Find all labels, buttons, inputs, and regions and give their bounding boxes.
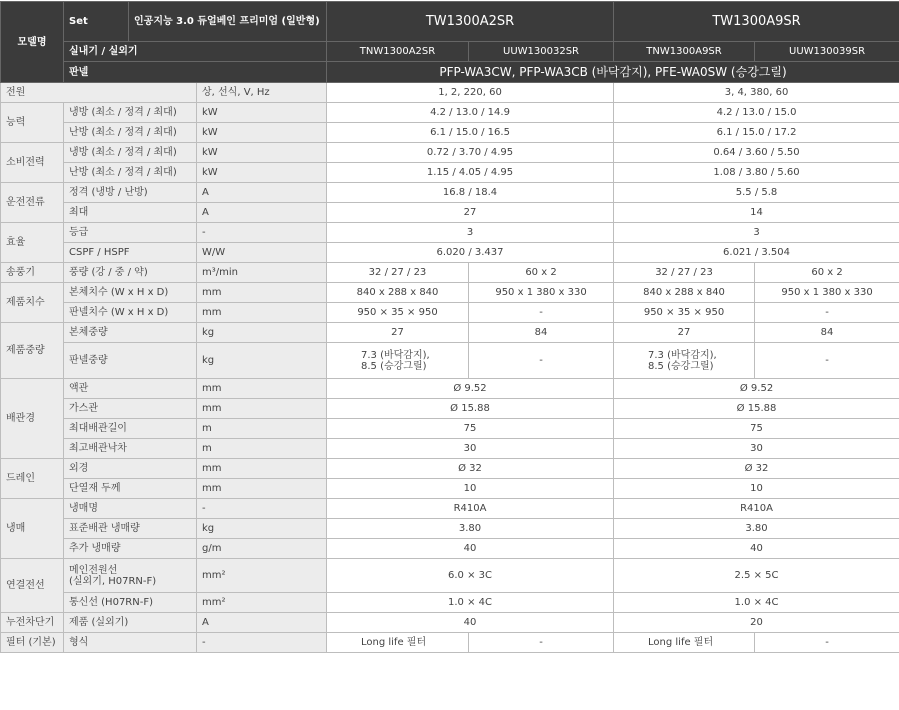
row-label: 전원 xyxy=(1,83,197,103)
value-b: 14 xyxy=(614,203,899,223)
row-label: 형식 xyxy=(64,633,197,653)
value-a: 6.1 / 15.0 / 16.5 xyxy=(327,123,614,143)
value-a: R410A xyxy=(327,499,614,519)
row-unit: mm² xyxy=(197,559,327,593)
row-label: 가스관 xyxy=(64,399,197,419)
value-a-outdoor: - xyxy=(469,633,614,653)
value-a: 1.0 × 4C xyxy=(327,593,614,613)
value-a: 27 xyxy=(327,203,614,223)
value-b-outdoor: 60 x 2 xyxy=(755,263,899,283)
value-a-outdoor: 84 xyxy=(469,323,614,343)
row-label: 난방 (최소 / 정격 / 최대) xyxy=(64,163,197,183)
row-unit: kg xyxy=(197,323,327,343)
row-label-line: (실외기, H07RN-F) xyxy=(69,575,157,587)
value-b: 1.0 × 4C xyxy=(614,593,899,613)
row-label: CSPF / HSPF xyxy=(64,243,197,263)
value-b: 5.5 / 5.8 xyxy=(614,183,899,203)
group-label: 효율 xyxy=(1,223,64,263)
value-b-indoor: 840 x 288 x 840 xyxy=(614,283,755,303)
row-label: 난방 (최소 / 정격 / 최대) xyxy=(64,123,197,143)
group-label: 제품치수 xyxy=(1,283,64,323)
value-b: 4.2 / 13.0 / 15.0 xyxy=(614,103,899,123)
value-line: 7.3 (바닥감지), xyxy=(648,349,717,361)
outdoor-b: UUW130039SR xyxy=(755,42,899,62)
value-a: 10 xyxy=(327,479,614,499)
value-a: 40 xyxy=(327,539,614,559)
value-a: 1, 2, 220, 60 xyxy=(327,83,614,103)
row-label: 냉매명 xyxy=(64,499,197,519)
value-b-indoor: 27 xyxy=(614,323,755,343)
row-unit: A xyxy=(197,183,327,203)
value-a: 0.72 / 3.70 / 4.95 xyxy=(327,143,614,163)
value-b: 6.1 / 15.0 / 17.2 xyxy=(614,123,899,143)
set-label: Set xyxy=(64,2,129,42)
value-a: 30 xyxy=(327,439,614,459)
row-label: 최대배관길이 xyxy=(64,419,197,439)
row-label: 판넬치수 (W x H x D) xyxy=(64,303,197,323)
group-label: 제품중량 xyxy=(1,323,64,379)
value-a: 40 xyxy=(327,613,614,633)
row-label xyxy=(64,559,197,593)
row-unit: m³/min xyxy=(197,263,327,283)
value-a-indoor: Long life 필터 xyxy=(327,633,469,653)
group-label: 연결전선 xyxy=(1,559,64,613)
value-a: 3 xyxy=(327,223,614,243)
value-a: Ø 32 xyxy=(327,459,614,479)
group-label: 드레인 xyxy=(1,459,64,499)
row-unit: A xyxy=(197,613,327,633)
row-unit: g/m xyxy=(197,539,327,559)
value-a: 4.2 / 13.0 / 14.9 xyxy=(327,103,614,123)
row-label: 판넬중량 xyxy=(64,343,197,379)
value-a: 16.8 / 18.4 xyxy=(327,183,614,203)
value-a-indoor: 27 xyxy=(327,323,469,343)
value-b: 20 xyxy=(614,613,899,633)
value-b-outdoor: - xyxy=(755,303,899,323)
row-label: 추가 냉매량 xyxy=(64,539,197,559)
panel-value: PFP-WA3CW, PFP-WA3CB (바닥감지), PFE-WA0SW (승강그릴) xyxy=(327,62,899,83)
value-b: 40 xyxy=(614,539,899,559)
value-a-indoor: 840 x 288 x 840 xyxy=(327,283,469,303)
value-b: Ø 15.88 xyxy=(614,399,899,419)
value-b: 3 xyxy=(614,223,899,243)
value-b-outdoor: 950 x 1 380 x 330 xyxy=(755,283,899,303)
value-a-outdoor: - xyxy=(469,343,614,379)
row-label: 제품 (실외기) xyxy=(64,613,197,633)
value-a-outdoor: 60 x 2 xyxy=(469,263,614,283)
row-unit: kg xyxy=(197,343,327,379)
row-label: 등급 xyxy=(64,223,197,243)
value-b: Ø 9.52 xyxy=(614,379,899,399)
value-a-indoor: 32 / 27 / 23 xyxy=(327,263,469,283)
row-label: 본체중량 xyxy=(64,323,197,343)
row-label: 정격 (냉방 / 난방) xyxy=(64,183,197,203)
value-b: 10 xyxy=(614,479,899,499)
group-label: 배관경 xyxy=(1,379,64,459)
group-label: 냉매 xyxy=(1,499,64,559)
row-label: 표준배관 냉매량 xyxy=(64,519,197,539)
value-a: Ø 15.88 xyxy=(327,399,614,419)
value-a: Ø 9.52 xyxy=(327,379,614,399)
group-label: 송풍기 xyxy=(1,263,64,283)
row-unit: mm xyxy=(197,479,327,499)
value-b-indoor: 950 × 35 × 950 xyxy=(614,303,755,323)
value-b-indoor: 32 / 27 / 23 xyxy=(614,263,755,283)
value-b-outdoor: - xyxy=(755,633,899,653)
group-label: 누전차단기 xyxy=(1,613,64,633)
row-unit: - xyxy=(197,633,327,653)
row-unit: m xyxy=(197,419,327,439)
row-unit: - xyxy=(197,223,327,243)
row-unit: mm² xyxy=(197,593,327,613)
spec-table xyxy=(0,1,899,653)
row-unit: kW xyxy=(197,143,327,163)
indoor-a: TNW1300A2SR xyxy=(327,42,469,62)
row-label: 풍량 (강 / 중 / 약) xyxy=(64,263,197,283)
value-line: 8.5 (승강그릴) xyxy=(361,360,427,372)
row-label: 액관 xyxy=(64,379,197,399)
row-label: 통신선 (H07RN-F) xyxy=(64,593,197,613)
value-a-outdoor: - xyxy=(469,303,614,323)
group-label: 운전전류 xyxy=(1,183,64,223)
model-label: 모델명 xyxy=(1,2,64,83)
model-a: TW1300A2SR xyxy=(327,2,614,42)
value-a: 3.80 xyxy=(327,519,614,539)
row-label: 냉방 (최소 / 정격 / 최대) xyxy=(64,103,197,123)
value-b: 3, 4, 380, 60 xyxy=(614,83,899,103)
group-label: 소비전력 xyxy=(1,143,64,183)
value-b: 3.80 xyxy=(614,519,899,539)
row-unit: mm xyxy=(197,459,327,479)
set-desc: 인공지능 3.0 듀얼베인 프리미엄 (일반형) xyxy=(129,2,327,42)
panel-label: 판넬 xyxy=(64,62,327,83)
row-unit: 상, 선식, V, Hz xyxy=(197,83,327,103)
row-unit: - xyxy=(197,499,327,519)
value-line: 8.5 (승강그릴) xyxy=(648,360,714,372)
row-unit: A xyxy=(197,203,327,223)
row-unit: mm xyxy=(197,303,327,323)
row-unit: kW xyxy=(197,163,327,183)
row-unit: mm xyxy=(197,399,327,419)
value-b: R410A xyxy=(614,499,899,519)
value-b-indoor xyxy=(614,343,755,379)
value-line: 7.3 (바닥감지), xyxy=(361,349,430,361)
value-a-indoor xyxy=(327,343,469,379)
row-label: 본체치수 (W x H x D) xyxy=(64,283,197,303)
value-b: 1.08 / 3.80 / 5.60 xyxy=(614,163,899,183)
value-a: 1.15 / 4.05 / 4.95 xyxy=(327,163,614,183)
value-a: 6.020 / 3.437 xyxy=(327,243,614,263)
row-label: 냉방 (최소 / 정격 / 최대) xyxy=(64,143,197,163)
row-label: 외경 xyxy=(64,459,197,479)
value-a-outdoor: 950 x 1 380 x 330 xyxy=(469,283,614,303)
value-b-outdoor: 84 xyxy=(755,323,899,343)
value-b: 0.64 / 3.60 / 5.50 xyxy=(614,143,899,163)
value-b-indoor: Long life 필터 xyxy=(614,633,755,653)
value-b: 6.021 / 3.504 xyxy=(614,243,899,263)
group-label: 능력 xyxy=(1,103,64,143)
value-b-outdoor: - xyxy=(755,343,899,379)
value-a-indoor: 950 × 35 × 950 xyxy=(327,303,469,323)
model-b: TW1300A9SR xyxy=(614,2,899,42)
row-unit: mm xyxy=(197,379,327,399)
row-unit: kg xyxy=(197,519,327,539)
outdoor-a: UUW130032SR xyxy=(469,42,614,62)
unit-label: 실내기 / 실외기 xyxy=(64,42,327,62)
row-label-line: 메인전원선 xyxy=(69,564,118,576)
row-unit: kW xyxy=(197,123,327,143)
value-a: 75 xyxy=(327,419,614,439)
row-unit: mm xyxy=(197,283,327,303)
value-b: 30 xyxy=(614,439,899,459)
group-label: 필터 (기본) xyxy=(1,633,64,653)
value-b: 75 xyxy=(614,419,899,439)
value-a: 6.0 × 3C xyxy=(327,559,614,593)
row-label: 최고배관낙차 xyxy=(64,439,197,459)
row-unit: m xyxy=(197,439,327,459)
row-label: 단열재 두께 xyxy=(64,479,197,499)
row-unit: kW xyxy=(197,103,327,123)
row-label: 최대 xyxy=(64,203,197,223)
indoor-b: TNW1300A9SR xyxy=(614,42,755,62)
value-b: 2.5 × 5C xyxy=(614,559,899,593)
value-b: Ø 32 xyxy=(614,459,899,479)
row-unit: W/W xyxy=(197,243,327,263)
